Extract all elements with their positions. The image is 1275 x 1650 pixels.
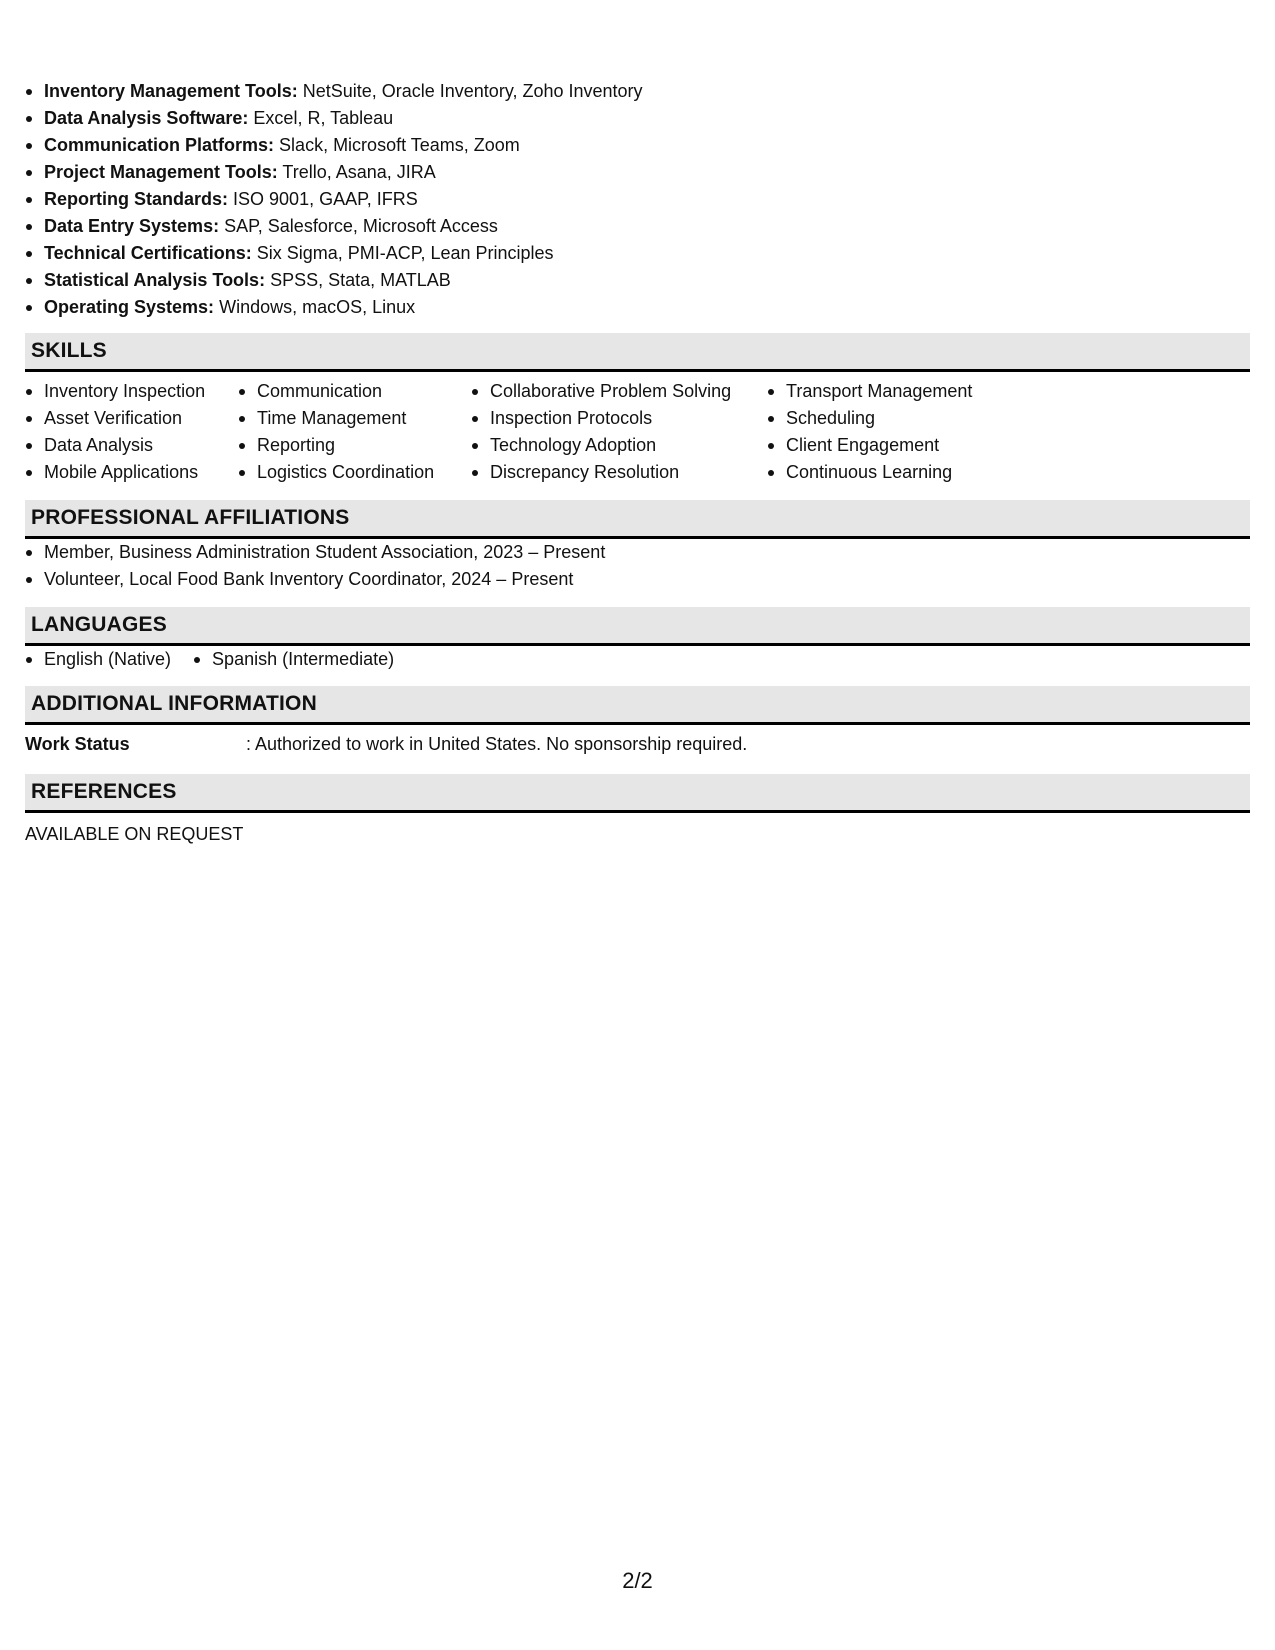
list-item: [25, 294, 1250, 321]
references-text: AVAILABLE ON REQUEST: [25, 824, 244, 844]
skills-column: [238, 378, 471, 486]
list-item: Client Engagement: [767, 432, 1027, 459]
item-label: Data Analysis Software:: [44, 108, 249, 128]
skills-column: [471, 378, 767, 486]
item-label: Communication Platforms:: [44, 135, 275, 155]
list-item: [25, 213, 1250, 240]
item-label: Data Entry Systems:: [44, 216, 220, 236]
skills-grid: [25, 378, 1250, 486]
page-number: 2/2: [622, 1568, 653, 1593]
list-item: [25, 78, 1250, 105]
list-item: Volunteer, Local Food Bank Inventory Coordinator, 2024 – Present: [25, 566, 1250, 593]
list-item: [25, 267, 1250, 294]
item-value: Trello, Asana, JIRA: [282, 162, 436, 182]
list-item: Asset Verification: [25, 405, 238, 432]
additional-info-section-header: ADDITIONAL INFORMATION: [25, 686, 1250, 725]
list-item: Logistics Coordination: [238, 459, 471, 486]
item-value: NetSuite, Oracle Inventory, Zoho Inventory: [302, 81, 643, 101]
list-item: Continuous Learning: [767, 459, 1027, 486]
item-label: Technical Certifications:: [44, 243, 252, 263]
technical-skills-list: [25, 78, 1250, 321]
item-value: Six Sigma, PMI-ACP, Lean Principles: [256, 243, 554, 263]
languages-section-header: LANGUAGES: [25, 607, 1250, 646]
list-item: Inventory Inspection: [25, 378, 238, 405]
item-label: Reporting Standards:: [44, 189, 229, 209]
languages-list: [25, 646, 1250, 673]
list-item: Mobile Applications: [25, 459, 238, 486]
work-status-label: Work Status: [25, 734, 130, 754]
list-item: [25, 159, 1250, 186]
list-item: Communication: [238, 378, 471, 405]
resume-page-content: [25, 78, 1250, 848]
list-item: Technology Adoption: [471, 432, 767, 459]
list-item: Time Management: [238, 405, 471, 432]
item-label: Operating Systems:: [44, 297, 215, 317]
item-value: Windows, macOS, Linux: [219, 297, 416, 317]
item-label: Statistical Analysis Tools:: [44, 270, 266, 290]
list-item: [25, 132, 1250, 159]
item-value: Excel, R, Tableau: [253, 108, 394, 128]
work-status-row: [25, 731, 1250, 758]
skills-column: [25, 378, 238, 486]
skills-section-header: SKILLS: [25, 333, 1250, 372]
work-status-value: : Authorized to work in United States. No sponsorship required.: [246, 734, 748, 754]
list-item: [25, 186, 1250, 213]
list-item: Reporting: [238, 432, 471, 459]
list-item: Discrepancy Resolution: [471, 459, 767, 486]
item-label: Project Management Tools:: [44, 162, 278, 182]
list-item: Scheduling: [767, 405, 1027, 432]
list-item: Collaborative Problem Solving: [471, 378, 767, 405]
item-value: Slack, Microsoft Teams, Zoom: [279, 135, 520, 155]
list-item: [25, 105, 1250, 132]
list-item: [25, 240, 1250, 267]
list-item: Spanish (Intermediate): [193, 646, 394, 673]
item-value: ISO 9001, GAAP, IFRS: [233, 189, 418, 209]
item-label: Inventory Management Tools:: [44, 81, 298, 101]
list-item: Transport Management: [767, 378, 1027, 405]
affiliations-list: [25, 539, 1250, 593]
list-item: Member, Business Administration Student Association, 2023 – Present: [25, 539, 1250, 566]
item-value: SAP, Salesforce, Microsoft Access: [224, 216, 498, 236]
list-item: Data Analysis: [25, 432, 238, 459]
skills-column: [767, 378, 1027, 486]
references-section-header: REFERENCES: [25, 774, 1250, 813]
list-item: Inspection Protocols: [471, 405, 767, 432]
list-item: English (Native): [25, 646, 171, 673]
item-value: SPSS, Stata, MATLAB: [270, 270, 451, 290]
affiliations-section-header: PROFESSIONAL AFFILIATIONS: [25, 500, 1250, 539]
